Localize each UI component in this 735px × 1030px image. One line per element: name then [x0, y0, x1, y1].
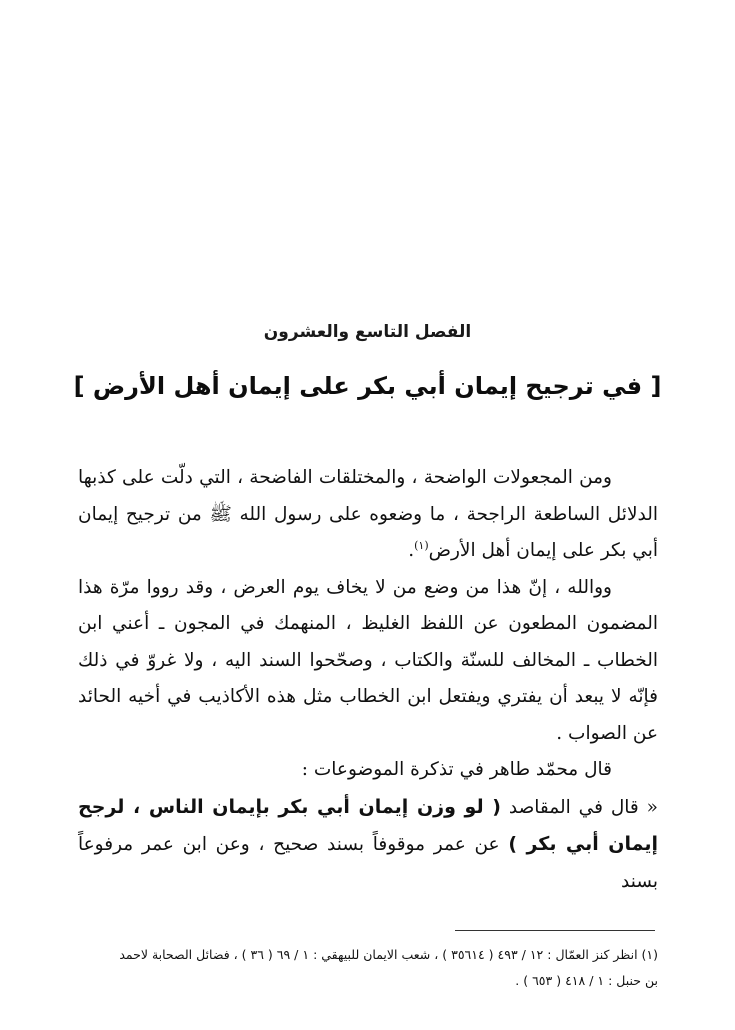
paragraph-4: [78, 789, 658, 901]
quoted-hadith: ( لو وزن إيمان أبي بكر بإيمان الناس ، لرجح إيمان أبي بكر ): [78, 795, 658, 855]
paragraph-1: [78, 460, 658, 570]
footnote-ref: (١): [414, 538, 429, 552]
footnote-line-1: (١) انظر كنز العمّال : ١٢ / ٤٩٣ ( ٣٥٦١٤ ) ، شعب الايمان للبيهقي : ١ / ٦٩ ( ٣٦ ) ، فضائل الصحابة لاحمد: [119, 947, 658, 962]
chapter-label: الفصل التاسع والعشرون: [263, 322, 472, 342]
paragraph-3: قال محمّد طاهر في تذكرة الموضوعات :: [301, 759, 612, 780]
paragraph-4-end: عن عمر موقوفاً بسند صحيح ، وعن ابن عمر مرفوعاً بسند: [78, 834, 658, 892]
body-text: [78, 460, 658, 900]
chapter-title: [ في ترجيح إيمان أبي بكر على إيمان أهل الأرض ]: [73, 372, 662, 400]
paragraph-1-end: .: [408, 540, 415, 561]
footnote-divider: [455, 930, 655, 931]
paragraph-4-start: « قال في المقاصد: [508, 796, 658, 818]
footnotes: [78, 942, 658, 994]
paragraph-1-text: ومن المجعولات الواضحة ، والمختلقات الفاضحة ، التي دلّت على كذبها الدلائل الساطعة الراجحة ، ما وضعوه على رسول الله ﷺ من ترجيح إيمان أبي بكر على إيمان أهل الأرض: [78, 467, 658, 561]
footnote-line-2: بن حنبل : ١ / ٤١٨ ( ٦٥٣ ) .: [515, 973, 658, 988]
paragraph-2: ووالله ، إنّ هذا من وضع من لا يخاف يوم العرض ، وقد رووا مرّة هذا المضمون المطعون عن اللفظ الغليظ ، المنهمك في المجون ـ أعني ابن الخطاب ـ المخالف للسنّة والكتاب ، وصحّحوا السند اليه ، ولا غروّ في ذلك فإنّه لا يبعد أن يفتري ويفتعل ابن الخطاب مثل هذه الأكاذيب في أخيه الحائد عن الصواب .: [78, 576, 658, 744]
